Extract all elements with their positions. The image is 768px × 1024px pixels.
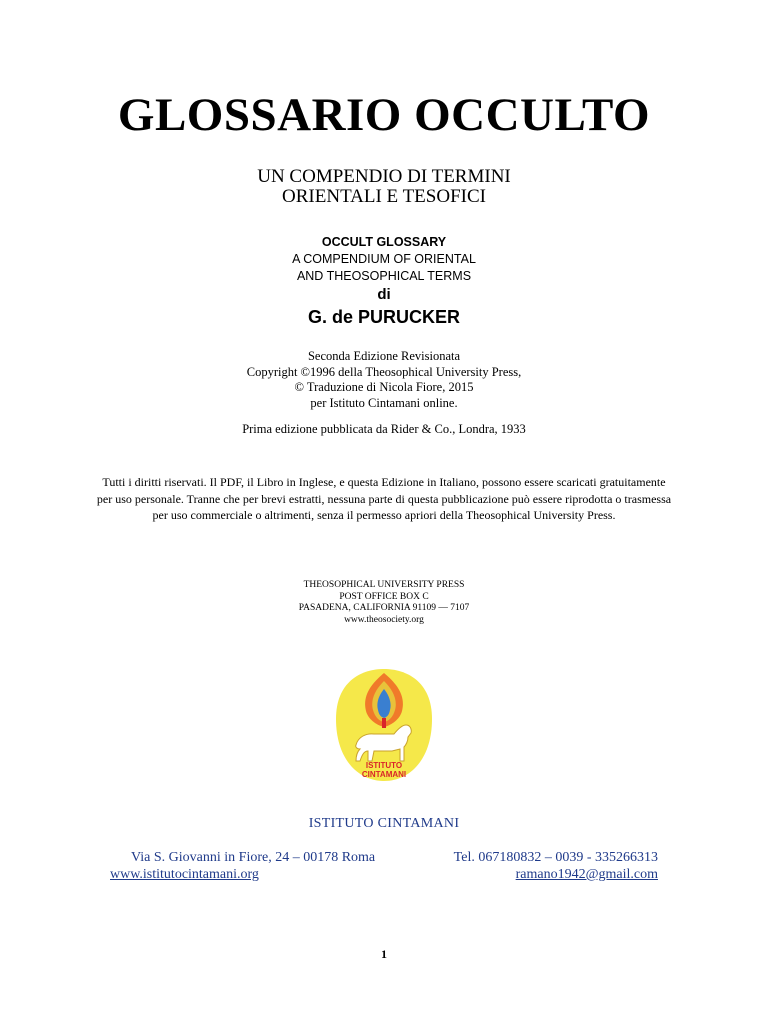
edition-info (0, 349, 768, 411)
website-link[interactable]: www.istitutocintamani.org (110, 867, 259, 882)
press-pobox: POST OFFICE BOX C (339, 591, 429, 602)
press-website: www.theosociety.org (344, 614, 424, 625)
rights-line: per uso personale. Tranne che per brevi estratti, nessuna parte di questa pubblicazione può essere riprodotta o trasmessa (96, 491, 672, 506)
logo-text-line2: CINTAMANI (361, 770, 407, 779)
logo-text-line1: ISTITUTO (365, 761, 403, 770)
copyright-line: Copyright ©1996 della Theosophical University Press, (246, 364, 522, 379)
institute-phone: Tel. 067180832 – 0039 - 335266313 (453, 850, 658, 865)
first-edition-note: Prima edizione pubblicata da Rider & Co., Londra, 1933 (242, 422, 526, 436)
institute-address: Via S. Giovanni in Fiore, 24 – 00178 Roma (131, 850, 376, 865)
rights-notice (60, 474, 708, 524)
english-title-block (0, 234, 768, 285)
translation-line: © Traduzione di Nicola Fiore, 2015 (294, 380, 474, 394)
english-title: OCCULT GLOSSARY (321, 235, 447, 249)
edition-line: Seconda Edizione Revisionata (307, 349, 461, 363)
author-name: G. de PURUCKER (307, 307, 460, 327)
email-link[interactable]: ramano1942@gmail.com (515, 867, 658, 882)
institute-name: ISTITUTO CINTAMANI (308, 816, 460, 831)
istituto-cintamani-logo (334, 667, 434, 783)
subtitle-line: ORIENTALI E TESOFICI (282, 186, 486, 207)
press-name: THEOSOPHICAL UNIVERSITY PRESS (303, 580, 465, 590)
press-address (0, 580, 768, 626)
page-number: 1 (381, 947, 387, 961)
document-title: GLOSSARIO OCCULTO (117, 89, 651, 141)
english-subtitle-line: A COMPENDIUM OF ORIENTAL (292, 252, 476, 266)
document-subtitle (0, 167, 768, 207)
subtitle-line: UN COMPENDIO DI TERMINI (257, 166, 511, 187)
english-subtitle-line: AND THEOSOPHICAL TERMS (296, 269, 472, 283)
publisher-line: per Istituto Cintamani online. (310, 395, 458, 410)
flame-stem (382, 718, 386, 728)
by-label: di (377, 286, 391, 303)
rights-line: per uso commerciale o altrimenti, senza il permesso apriori della Theosophical University Press. (152, 508, 616, 522)
press-city: PASADENA, CALIFORNIA 91109 — 7107 (298, 603, 470, 613)
rights-line: Tutti i diritti riservati. Il PDF, il Libro in Inglese, e questa Edizione in Italiano, possono essere scaricati gratuitamente (102, 475, 666, 489)
